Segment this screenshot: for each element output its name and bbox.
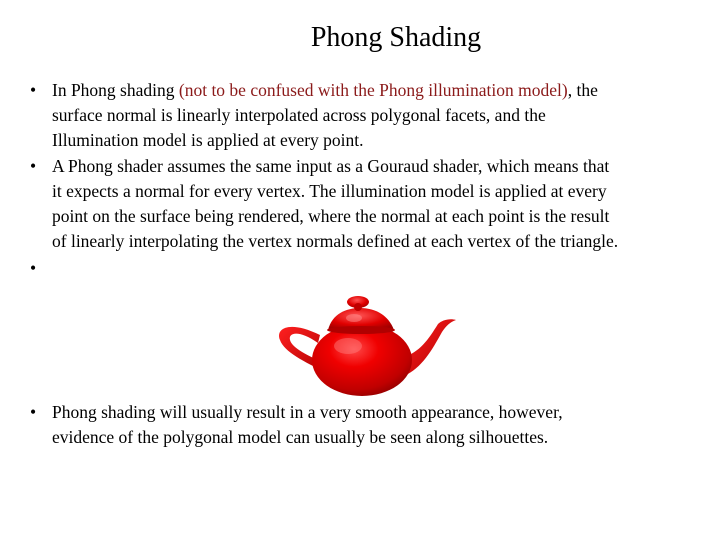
bullet-marker: • — [30, 258, 37, 278]
bullet-line: Illumination model is applied at every point. — [52, 130, 364, 150]
bullet-line: Phong shading will usually result in a very smooth appearance, however, — [52, 402, 563, 422]
bullet-marker: • — [30, 80, 37, 100]
page-title: Phong Shading — [310, 22, 482, 53]
bullet-line-end: , the — [567, 80, 598, 100]
bullet-line: evidence of the polygonal model can usually be seen along silhouettes. — [52, 427, 549, 447]
bullet-line-start: In Phong shading — [52, 80, 179, 100]
bullet-line: of linearly interpolating the vertex normals defined at each vertex of the triangle. — [52, 231, 619, 251]
bullet-line: point on the surface being rendered, where the normal at each point is the result — [52, 206, 610, 226]
bullet-marker: • — [30, 156, 37, 176]
teapot-icon — [270, 290, 460, 400]
bullet-line — [52, 78, 598, 103]
bullet-line: it expects a normal for every vertex. The illumination model is applied at every — [52, 181, 607, 201]
bullet-line: A Phong shader assumes the same input as a Gouraud shader, which means that — [52, 156, 610, 176]
bullet-line: surface normal is linearly interpolated across polygonal facets, and the — [52, 105, 546, 125]
bullet-marker: • — [30, 402, 37, 422]
bullet-line-accent: (not to be confused with the Phong illumination model) — [178, 80, 568, 100]
